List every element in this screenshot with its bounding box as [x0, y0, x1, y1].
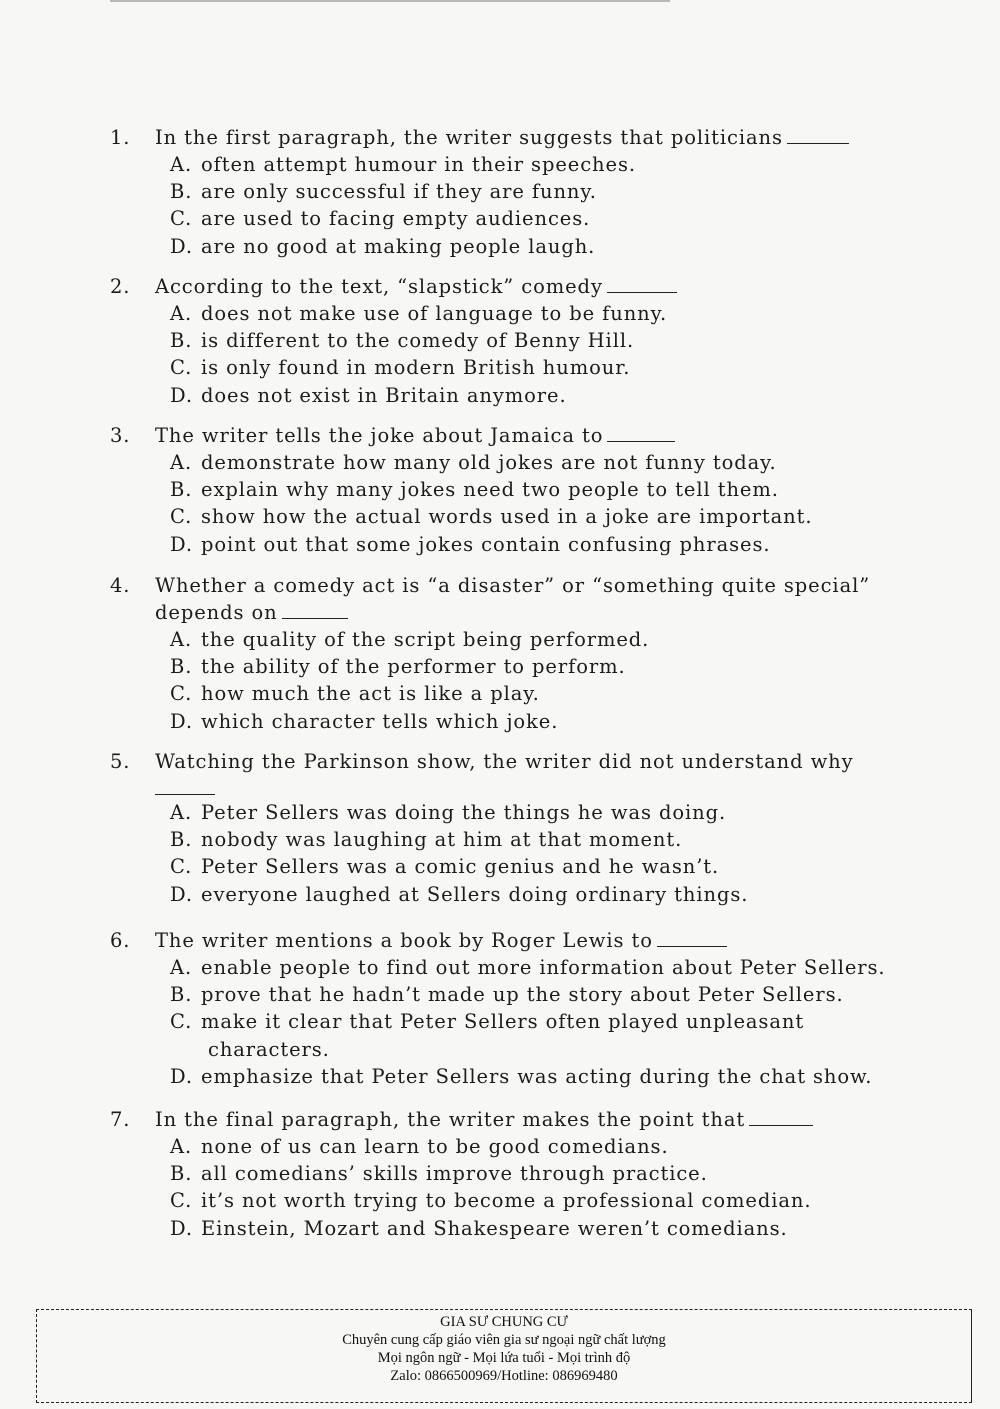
option-b — [170, 178, 960, 205]
answer-blank — [749, 1107, 813, 1126]
option-text: often attempt humour in their speeches. — [201, 153, 636, 176]
option-letter: A. — [170, 628, 193, 651]
footer-title: GIA SƯ CHUNG CƯ — [440, 1314, 568, 1330]
option-letter: D. — [170, 1064, 193, 1088]
option-text-continuation: characters. — [208, 1037, 330, 1061]
option-text: nobody was laughing at him at that moment. — [201, 828, 683, 852]
option-letter: D. — [170, 709, 193, 733]
option-text: all comedians’ skills improve through practice. — [201, 1162, 708, 1186]
option-text: is only found in modern British humour. — [201, 356, 631, 380]
option-text: is different to the comedy of Benny Hill. — [201, 329, 635, 353]
question-number: 4. — [110, 574, 131, 597]
option-c — [170, 354, 960, 381]
question-5 — [110, 748, 960, 908]
question-number: 6. — [110, 929, 131, 952]
option-c — [170, 1187, 960, 1214]
option-b — [170, 653, 960, 680]
option-letter: C. — [170, 505, 193, 529]
question-stem-continuation — [110, 775, 960, 799]
question-text: The writer mentions a book by Roger Lewis to — [155, 929, 653, 952]
footer-line-2: Mọi ngôn ngữ - Mọi lứa tuổi - Mọi trình độ — [377, 1350, 631, 1366]
option-letter: C. — [170, 855, 193, 879]
option-letter: B. — [170, 478, 193, 502]
option-letter: C. — [170, 1189, 193, 1213]
options-list — [170, 626, 960, 735]
question-text: Whether a comedy act is “a disaster” or “something quite special” — [155, 574, 871, 597]
question-1 — [110, 124, 960, 260]
option-c-continuation — [170, 1036, 960, 1063]
option-a — [170, 799, 960, 826]
question-7 — [110, 1106, 960, 1242]
option-letter: B. — [170, 329, 193, 353]
question-stem-continuation — [110, 599, 960, 626]
answer-blank — [155, 776, 215, 795]
question-text: According to the text, “slapstick” comedy — [155, 275, 603, 298]
option-letter: C. — [170, 682, 193, 706]
option-letter: A. — [170, 153, 193, 176]
options-list — [170, 799, 960, 908]
option-d — [170, 881, 960, 908]
option-a — [170, 151, 960, 178]
option-letter: A. — [170, 451, 193, 474]
option-a — [170, 300, 960, 327]
option-text: are only successful if they are funny. — [201, 180, 597, 204]
option-letter: D. — [170, 532, 193, 556]
option-letter: D. — [170, 882, 193, 906]
option-text: the quality of the script being performed. — [201, 628, 650, 651]
options-list — [170, 300, 960, 409]
option-b — [170, 327, 960, 354]
option-letter: B. — [170, 983, 193, 1007]
scan-edge-line — [110, 0, 670, 2]
question-stem — [110, 273, 960, 300]
option-text: which character tells which joke. — [201, 709, 559, 733]
option-d — [170, 1215, 960, 1242]
question-4 — [110, 572, 960, 735]
option-letter: D. — [170, 234, 193, 258]
footer-line-3: Zalo: 0866500969/Hotline: 086969480 — [390, 1368, 618, 1384]
question-text: In the first paragraph, the writer suggests that politicians — [155, 126, 783, 149]
answer-blank — [607, 423, 675, 442]
answer-blank — [607, 274, 677, 293]
footer-line-1: Chuyên cung cấp giáo viên gia sư ngoại ngữ chất lượng — [342, 1332, 666, 1348]
option-text: Einstein, Mozart and Shakespeare weren’t comedians. — [201, 1216, 788, 1240]
question-2 — [110, 273, 960, 409]
question-text: The writer tells the joke about Jamaica to — [155, 424, 604, 447]
question-3 — [110, 422, 960, 558]
option-text: does not make use of language to be funny. — [201, 302, 668, 325]
question-stem — [110, 748, 960, 775]
option-text: show how the actual words used in a joke are important. — [201, 505, 813, 529]
options-list — [170, 449, 960, 558]
question-stem — [110, 1106, 960, 1133]
option-letter: C. — [170, 356, 193, 380]
option-text: it’s not worth trying to become a professional comedian. — [201, 1189, 812, 1213]
option-text: explain why many jokes need two people to tell them. — [201, 478, 779, 502]
option-b — [170, 826, 960, 853]
question-number: 7. — [110, 1108, 131, 1131]
question-text: Watching the Parkinson show, the writer did not understand why — [155, 750, 854, 773]
option-text: prove that he hadn’t made up the story about Peter Sellers. — [201, 983, 844, 1007]
question-6 — [110, 927, 960, 1090]
options-list — [170, 1133, 960, 1242]
option-c — [170, 1008, 960, 1035]
option-letter: C. — [170, 207, 193, 231]
option-text: does not exist in Britain anymore. — [201, 383, 567, 407]
option-letter: B. — [170, 180, 193, 204]
option-b — [170, 1160, 960, 1187]
option-c — [170, 503, 960, 530]
option-d — [170, 233, 960, 260]
option-b — [170, 476, 960, 503]
option-letter: C. — [170, 1010, 193, 1034]
option-c — [170, 853, 960, 880]
option-text: make it clear that Peter Sellers often played unpleasant — [201, 1010, 805, 1034]
option-text: how much the act is like a play. — [201, 682, 540, 706]
options-list — [170, 151, 960, 260]
option-c — [170, 205, 960, 232]
option-letter: A. — [170, 302, 193, 325]
option-letter: B. — [170, 655, 193, 679]
option-b — [170, 981, 960, 1008]
question-text: In the final paragraph, the writer makes the point that — [155, 1108, 746, 1131]
question-stem — [110, 572, 960, 599]
option-text: Peter Sellers was a comic genius and he wasn’t. — [201, 855, 720, 879]
option-letter: A. — [170, 801, 193, 824]
option-text: emphasize that Peter Sellers was acting during the chat show. — [201, 1064, 873, 1088]
options-list — [170, 954, 960, 1090]
option-text: demonstrate how many old jokes are not funny today. — [201, 451, 777, 474]
question-number: 3. — [110, 424, 131, 447]
question-number: 1. — [110, 126, 131, 149]
question-number: 5. — [110, 750, 131, 773]
option-text: are no good at making people laugh. — [201, 234, 596, 258]
answer-blank — [282, 600, 348, 619]
option-a — [170, 626, 960, 653]
option-a — [170, 449, 960, 476]
option-letter: A. — [170, 1135, 193, 1158]
option-text: point out that some jokes contain confusing phrases. — [201, 532, 771, 556]
answer-blank — [787, 125, 849, 144]
option-text: are used to facing empty audiences. — [201, 207, 591, 231]
option-a — [170, 954, 960, 981]
option-d — [170, 708, 960, 735]
option-text: none of us can learn to be good comedians. — [201, 1135, 669, 1158]
option-letter: A. — [170, 956, 193, 979]
option-d — [170, 1063, 960, 1090]
answer-blank — [657, 928, 727, 947]
option-letter: D. — [170, 1216, 193, 1240]
option-text: enable people to find out more information about Peter Sellers. — [201, 956, 886, 979]
question-stem — [110, 422, 960, 449]
question-stem — [110, 927, 960, 954]
footer-banner — [36, 1309, 972, 1403]
option-d — [170, 382, 960, 409]
option-text: Peter Sellers was doing the things he was doing. — [201, 801, 727, 824]
question-number: 2. — [110, 275, 131, 298]
option-text: the ability of the performer to perform. — [201, 655, 626, 679]
option-letter: D. — [170, 383, 193, 407]
option-text: everyone laughed at Sellers doing ordinary things. — [201, 882, 749, 906]
option-a — [170, 1133, 960, 1160]
option-letter: B. — [170, 1162, 193, 1186]
option-letter: B. — [170, 828, 193, 852]
question-text-continuation: depends on — [155, 601, 278, 624]
question-stem — [110, 124, 960, 151]
option-d — [170, 531, 960, 558]
option-c — [170, 680, 960, 707]
